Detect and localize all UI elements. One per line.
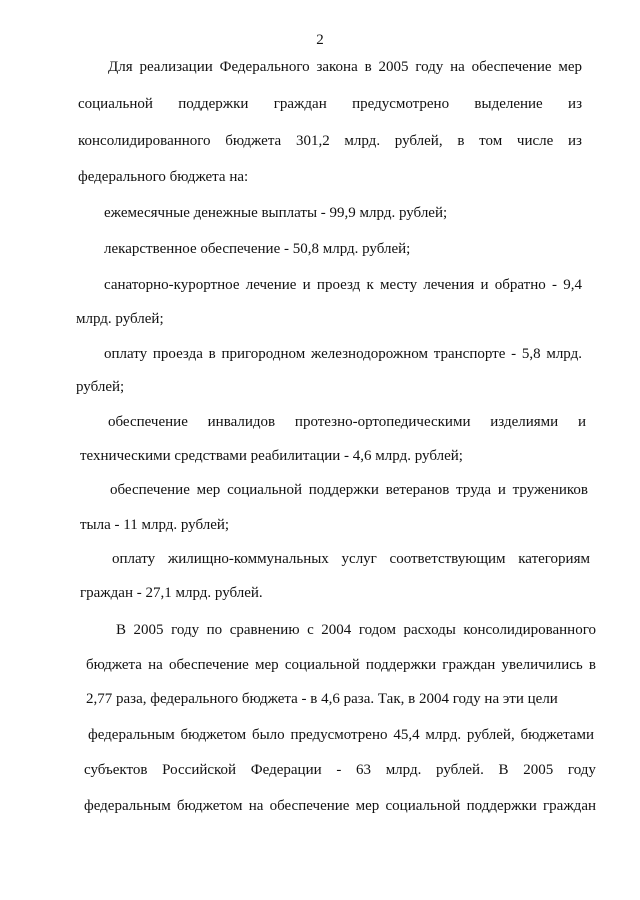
text-line [80, 584, 263, 602]
word: обеспечение [108, 414, 188, 430]
word: - [336, 762, 342, 778]
word: рублей, [394, 133, 443, 149]
text-line [80, 516, 229, 534]
text-line [116, 621, 596, 639]
word: жилищно-коммунальных [167, 551, 329, 567]
word: 2005 [523, 762, 554, 778]
line-text: 2,77 раза, федерального бюджета - в 4,6 раза. Так, в 2004 году на эти цели [86, 691, 558, 707]
line-text: обеспечение мер социальной поддержки ветеранов труда и тружеников [110, 482, 588, 498]
word: Федерации [250, 762, 322, 778]
word: 63 [356, 762, 371, 778]
text-line [108, 58, 582, 76]
word: Российской [162, 762, 237, 778]
text-line [108, 413, 586, 431]
word: млрд. [385, 762, 422, 778]
word: В [498, 762, 509, 778]
word: предусмотрено [352, 96, 450, 112]
text-line [76, 310, 164, 328]
word: и [577, 414, 586, 430]
word: бюджета [225, 133, 282, 149]
line-text: федеральным бюджетом было предусмотрено 45,4 млрд. рублей, бюджетами [88, 727, 594, 743]
word: протезно-ортопедическими [294, 414, 471, 430]
word: субъектов [84, 762, 148, 778]
text-line [78, 168, 248, 186]
text-line [88, 726, 594, 744]
line-text: санаторно-курортное лечение и проезд к месту лечения и обратно - 9,4 [104, 277, 582, 293]
word: категориям [518, 551, 590, 567]
line-text: федерального бюджета на: [78, 169, 249, 185]
word: из [568, 96, 582, 112]
word: инвалидов [207, 414, 276, 430]
text-line [84, 797, 596, 815]
word: изделиями [490, 414, 559, 430]
text-line [104, 240, 410, 258]
text-line [112, 550, 590, 568]
text-line [78, 132, 582, 150]
line-text: лекарственное обеспечение - 50,8 млрд. рублей; [104, 241, 411, 257]
word: оплату [112, 551, 156, 567]
word: рублей. [436, 762, 484, 778]
line-text: федеральным бюджетом на обеспечение мер социальной поддержки граждан [84, 798, 596, 814]
line-text: ежемесячные денежные выплаты - 99,9 млрд. рублей; [104, 205, 448, 221]
text-line [104, 345, 582, 363]
word: социальной [78, 96, 153, 112]
word: 301,2 [295, 133, 330, 149]
text-line [76, 378, 124, 396]
word: поддержки [178, 96, 249, 112]
line-text: оплату проезда в пригородном железнодорожном транспорте - 5,8 млрд. [104, 346, 582, 362]
page-number: 2 [316, 32, 324, 48]
text-line [80, 447, 463, 465]
word: году [567, 762, 596, 778]
word: в [457, 133, 465, 149]
line-text: техническими средствами реабилитации - 4,6 млрд. рублей; [80, 448, 463, 464]
text-line [104, 276, 582, 294]
line-text: граждан - 27,1 млрд. рублей. [80, 585, 263, 601]
text-line [86, 656, 596, 674]
text-line [78, 95, 582, 113]
word: граждан [273, 96, 327, 112]
word: услуг [341, 551, 377, 567]
line-text: рублей; [76, 379, 125, 395]
line-text: В 2005 году по сравнению с 2004 годом расходы консолидированного [116, 622, 596, 638]
word: том [479, 133, 503, 149]
text-line [86, 690, 558, 708]
line-text: млрд. рублей; [76, 311, 164, 327]
word: числе [516, 133, 554, 149]
text-line [104, 204, 447, 222]
word: из [568, 133, 582, 149]
word: млрд. [344, 133, 381, 149]
text-line [84, 761, 596, 779]
text-line [110, 481, 588, 499]
word: выделение [474, 96, 543, 112]
line-text: тыла - 11 млрд. рублей; [80, 517, 230, 533]
word: соответствующим [389, 551, 506, 567]
line-text: Для реализации Федерального закона в 2005 году на обеспечение мер [108, 59, 582, 75]
word: консолидированного [78, 133, 211, 149]
line-text: бюджета на обеспечение мер социальной поддержки граждан увеличились в [86, 657, 596, 673]
